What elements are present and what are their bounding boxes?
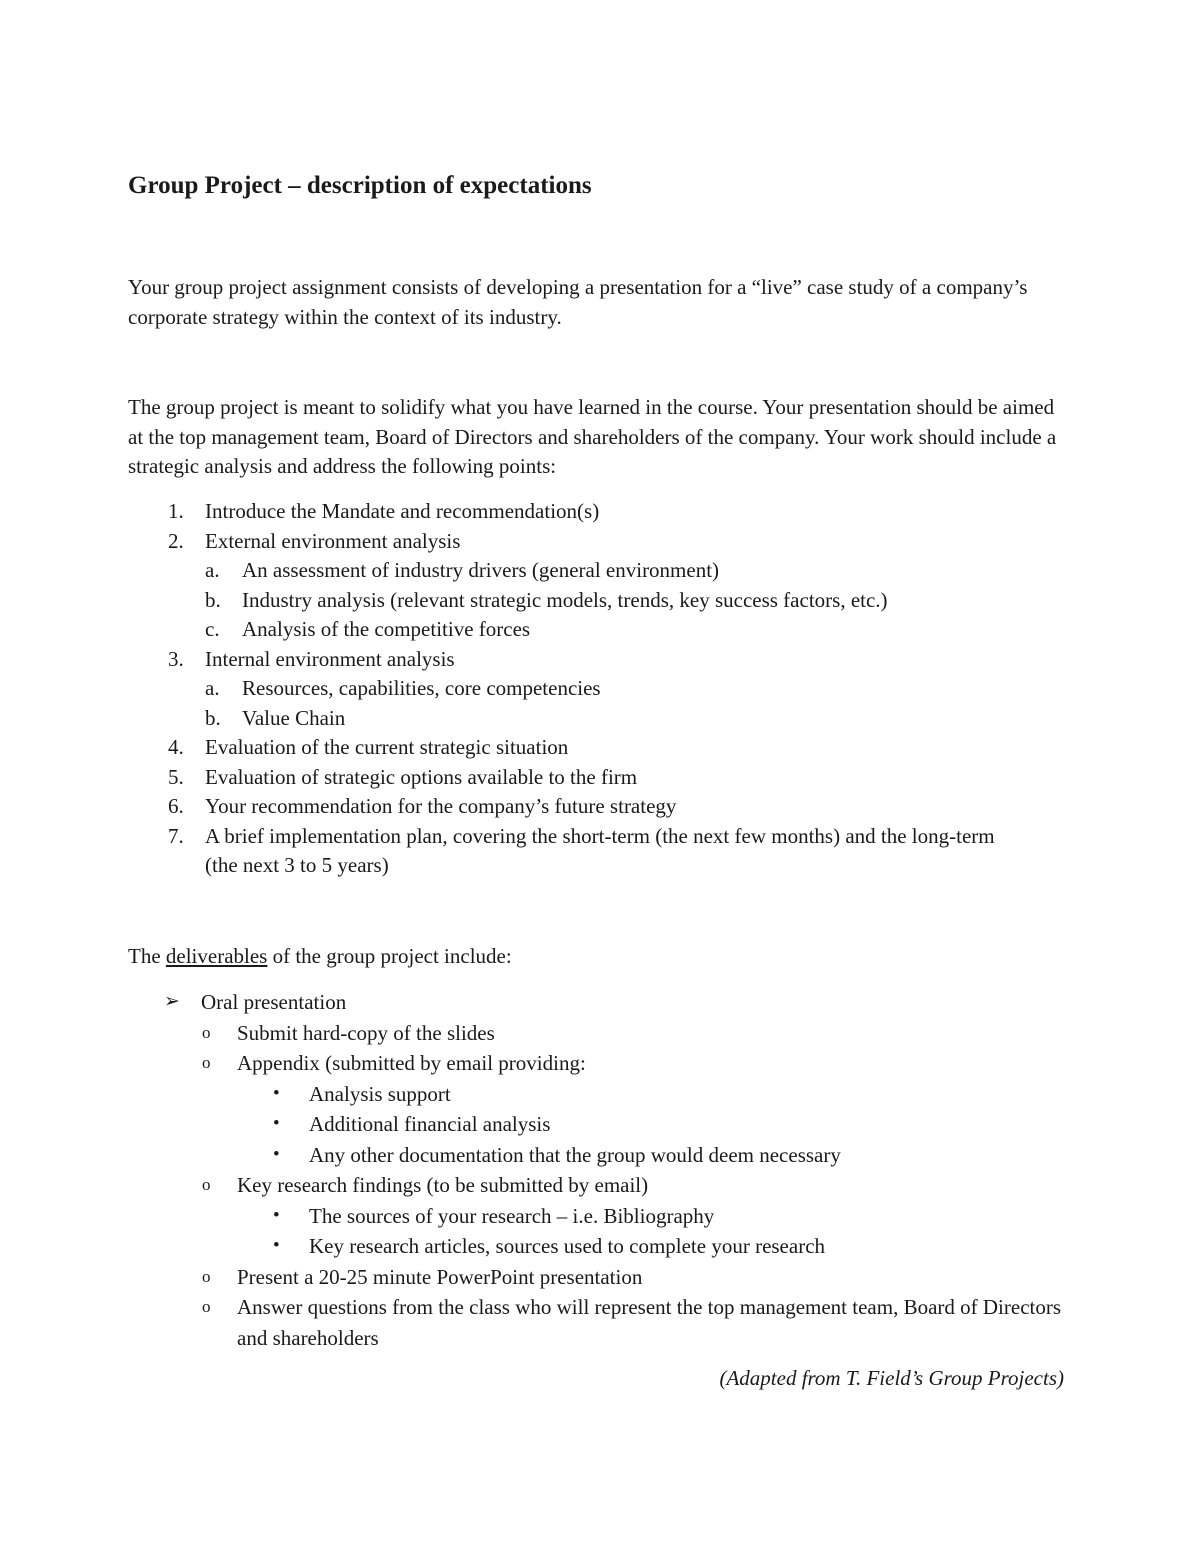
dot-bullet-icon: • xyxy=(273,1143,280,1165)
list-item-text: Any other documentation that the group would deem necessary xyxy=(309,1142,841,1167)
list-item xyxy=(128,1231,1078,1262)
deliverables-heading-after: of the group project include: xyxy=(267,944,512,968)
list-number: 1. xyxy=(168,499,184,523)
deliverables-heading xyxy=(128,942,512,972)
list-item xyxy=(128,1262,1078,1293)
intro-paragraph: Your group project assignment consists of developing a presentation for a “live” case study of a company’s corporate strategy within the context of its industry. xyxy=(128,275,1028,329)
deliverables-heading-before: The xyxy=(128,944,166,968)
list-item xyxy=(128,645,1068,675)
list-item xyxy=(128,1018,1078,1049)
deliverables-underlined-word: deliverables xyxy=(165,944,268,968)
list-item xyxy=(128,497,1068,527)
list-number: 4. xyxy=(168,735,184,759)
dot-bullet-icon: • xyxy=(273,1235,280,1256)
list-item-text: Your recommendation for the company’s future strategy xyxy=(205,794,677,818)
sub-list-item xyxy=(128,615,1068,645)
sub-list-item xyxy=(128,674,1068,704)
list-item-text: The sources of your research – i.e. Bibliography xyxy=(309,1203,715,1228)
list-item-text: Answer questions from the class who will represent the top management team, Board of Directors and shareholders xyxy=(237,1295,1062,1350)
list-letter: c. xyxy=(205,617,220,641)
list-item-text: Analysis of the competitive forces xyxy=(242,617,531,641)
list-letter: b. xyxy=(205,705,221,730)
list-item-text: An assessment of industry drivers (general environment) xyxy=(242,558,720,582)
list-item-text: Appendix (submitted by email providing: xyxy=(237,1051,586,1075)
list-number: 2. xyxy=(168,528,184,553)
purpose-paragraph: The group project is meant to solidify what you have learned in the course. Your presentation should be aimed at the top management team, Board of Directors and shareholders of the company. Your work should include a strategic analysis and address the following points: xyxy=(128,395,1057,478)
list-item xyxy=(128,1140,1078,1171)
page-title: Group Project – description of expectations xyxy=(128,172,592,199)
list-letter: a. xyxy=(205,558,220,582)
list-item-text: Oral presentation xyxy=(201,990,347,1014)
analysis-points-list xyxy=(128,497,1068,881)
list-item-text: Introduce the Mandate and recommendation(s) xyxy=(205,499,600,523)
arrow-bullet-icon: ➢ xyxy=(164,991,180,1012)
circle-bullet-icon: o xyxy=(202,1297,211,1316)
sub-list-item xyxy=(128,586,1068,616)
list-letter: b. xyxy=(205,587,221,612)
list-item xyxy=(128,987,1078,1018)
list-item-text: External environment analysis xyxy=(205,528,461,553)
list-item-text: Internal environment analysis xyxy=(205,646,455,671)
list-item-text: Value Chain xyxy=(242,705,346,730)
list-item-text: Present a 20-25 minute PowerPoint presentation xyxy=(237,1264,643,1289)
list-item-text: A brief implementation plan, covering the short-term (the next few months) and the long-term (the next 3 to 5 years) xyxy=(205,823,995,877)
list-number: 6. xyxy=(168,794,184,818)
list-number: 3. xyxy=(168,646,184,671)
list-item-text: Industry analysis (relevant strategic models, trends, key success factors, etc.) xyxy=(242,587,888,612)
list-number: 7. xyxy=(168,823,184,848)
list-item-text: Analysis support xyxy=(309,1081,451,1106)
list-item xyxy=(128,1079,1078,1110)
list-letter: a. xyxy=(205,676,220,700)
list-item-text: Evaluation of the current strategic situation xyxy=(205,735,569,759)
list-item xyxy=(128,763,1068,793)
list-item xyxy=(128,1292,1078,1353)
list-item xyxy=(128,1048,1078,1079)
list-item xyxy=(128,1201,1078,1232)
list-item-text: Submit hard-copy of the slides xyxy=(237,1020,495,1045)
list-number: 5. xyxy=(168,764,184,789)
list-item-text: Evaluation of strategic options available to the firm xyxy=(205,764,638,789)
dot-bullet-icon: • xyxy=(273,1082,280,1104)
list-item-text: Key research articles, sources used to complete your research xyxy=(309,1234,826,1258)
list-item-text: Resources, capabilities, core competencies xyxy=(242,676,601,700)
dot-bullet-icon: • xyxy=(273,1204,280,1226)
sub-list-item xyxy=(128,556,1068,586)
deliverables-list xyxy=(128,987,1078,1353)
circle-bullet-icon: o xyxy=(202,1175,211,1194)
list-item xyxy=(128,733,1068,763)
list-item xyxy=(128,1109,1078,1140)
dot-bullet-icon: • xyxy=(273,1113,280,1134)
list-item xyxy=(128,822,1068,881)
circle-bullet-icon: o xyxy=(202,1022,211,1042)
list-item-text: Additional financial analysis xyxy=(309,1112,551,1136)
sub-list-item xyxy=(128,704,1068,734)
circle-bullet-icon: o xyxy=(202,1266,211,1286)
circle-bullet-icon: o xyxy=(202,1053,211,1072)
list-item xyxy=(128,792,1068,822)
list-item xyxy=(128,1170,1078,1201)
list-item xyxy=(128,527,1068,557)
list-item-text: Key research findings (to be submitted by email) xyxy=(237,1173,649,1197)
source-credit: (Adapted from T. Field’s Group Projects) xyxy=(719,1366,1064,1390)
